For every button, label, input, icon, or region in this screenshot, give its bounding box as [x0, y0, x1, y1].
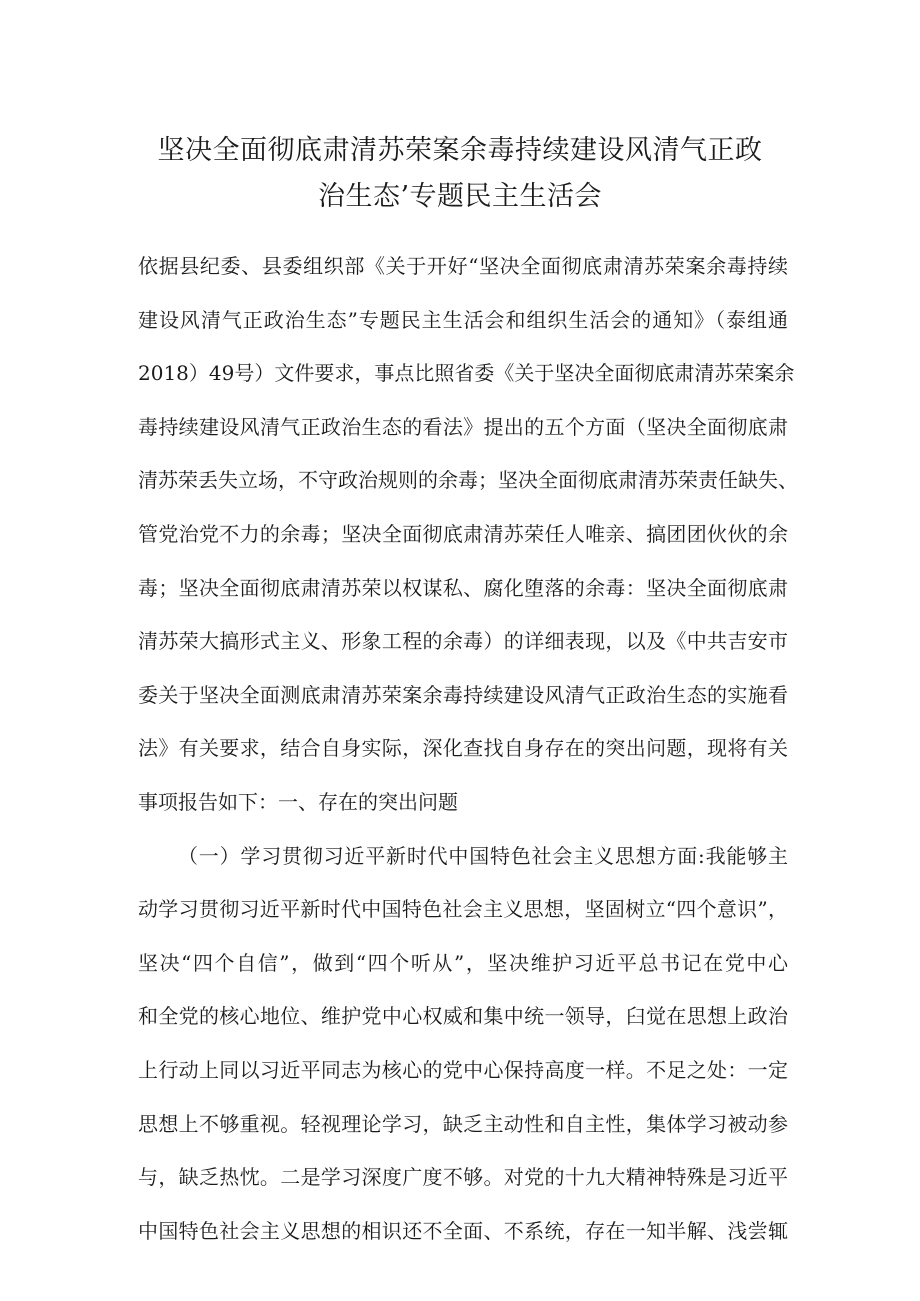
section-heading-line: （一）学习贯彻习近平新时代中国特色社会主义思想方面:我能够主 — [178, 843, 788, 868]
body-line: 与，缺乏热忱。二是学习深度广度不够。对党的十九大精神特殊是习近平 — [138, 1165, 788, 1190]
body-line: 坚决“四个自信”，做到“四个听从”，坚决维护习近平总书记在党中心 — [138, 950, 788, 975]
title-line-1: 坚决全面彻底肃清苏荣案余毒持续建设风清气正政 — [157, 135, 763, 166]
body-line: 管党治党不力的余毒；坚决全面彻底肃清苏荣任人唯亲、搞团团伙伙的余 — [138, 521, 788, 546]
body-line: 建设风清气正政治生态”专题民主生活会和组织生活会的通知》（泰组通 — [138, 307, 788, 332]
body-line: 上行动上同以习近平同志为核心的党中心保持高度一样。不足之处：一定 — [138, 1057, 788, 1082]
body-line: 毒；坚决全面彻底肃清苏荣以权谋私、腐化堕落的余毒：坚决全面彻底肃 — [138, 575, 788, 600]
body-line: 法》有关要求，结合自身实际，深化查找自身存在的突出问题，现将有关 — [138, 736, 788, 761]
body-line: 2018）49号）文件要求，事点比照省委《关于坚决全面彻底肃清苏荣案余 — [138, 361, 795, 386]
body-line: 依据县纪委、县委组织部《关于开好“坚决全面彻底肃清苏荣案余毒持续 — [138, 254, 788, 278]
body-line: 毒持续建设风清气正政治生态的看法》提出的五个方面（坚决全面彻底肃 — [138, 414, 788, 439]
body-line: 中国特色社会主义思想的相识还不全面、不系统，存在一知半解、浅尝辄 — [138, 1218, 788, 1243]
document-title — [0, 128, 920, 220]
body-line: 委关于坚决全面测底肃清苏荣案余毒持续建设风清气正政治生态的实施看 — [138, 682, 788, 707]
body-line: 和全党的核心地位、维护党中心权威和集中统一领导，臼觉在思想上政治 — [138, 1004, 788, 1029]
body-line: 动学习贯彻习近平新时代中国特色社会主义思想，坚固树立“四个意识”， — [138, 897, 788, 922]
document-body — [138, 240, 798, 1258]
title-line-2: 治生态’专题民主生活会 — [317, 181, 603, 212]
body-line: 思想上不够重视。轻视理论学习，缺乏主动性和自主性，集体学习被动参 — [138, 1111, 788, 1136]
body-line: 清苏荣大搞形式主义、形象工程的余毒）的详细表现，以及《中共吉安市 — [138, 629, 788, 654]
body-line: 事项报告如下：一、存在的突出问题 — [138, 789, 458, 814]
body-line: 清苏荣丢失立场，不守政治规则的余毒；坚决全面彻底肃清苏荣责任缺失、 — [138, 468, 798, 493]
